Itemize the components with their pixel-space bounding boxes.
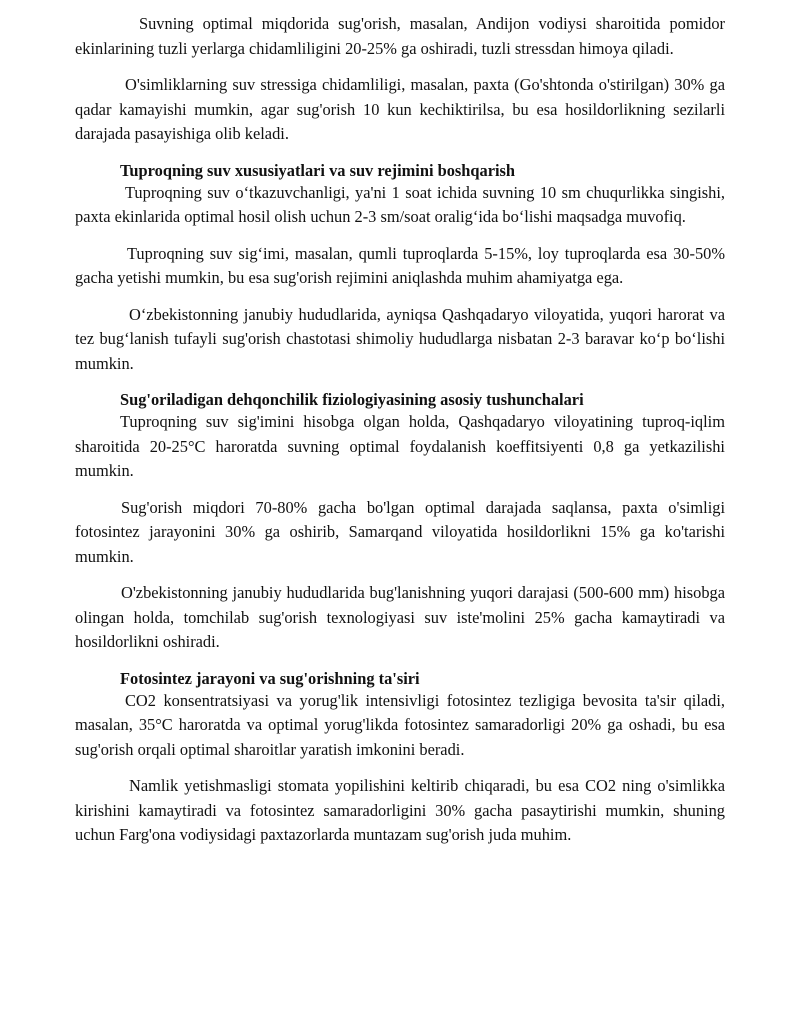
paragraph: O‘zbekistonning janubiy hududlarida, ayniqsa Qashqadaryo viloyatida, yuqori harorat va tez bug‘lanish tufayli sug'orish chastotasi shimoliy hududlarga nisbatan 2-3 baravar ko‘p bo‘lishi mumkin. <box>75 304 725 373</box>
document-page <box>75 12 725 860</box>
paragraph: O'zbekistonning janubiy hududlarida bug'lanishning yuqori darajasi (500-600 mm) hisobga olingan holda, tomchilab sug'orish texnologiyasi suv iste'molini 25% gacha kamaytiradi va hosildorlikni oshiradi. <box>75 583 725 651</box>
paragraph: Tuproqning suv sig'imini hisobga olgan holda, Qashqadaryo viloyatining tuproq-iqlim sharoitida 20-25°C haroratda suvning optimal foydalanish koeffitsiyenti 0,8 ga yetkazilishi mumkin. <box>75 412 725 480</box>
section-heading: Tuproqning suv xususiyatlari va suv rejimini boshqarish <box>120 160 516 180</box>
paragraph: CO2 konsentratsiyasi va yorug'lik intensivligi fotosintez tezligiga bevosita ta'sir qiladi, masalan, 35°C haroratda va optimal yorug'likda fotosintez samaradorligi 20% ga oshadi, bu esa sug'orish orqali optimal sharoitlar yaratish imkonini beradi. <box>75 690 725 759</box>
paragraph: Tuproqning suv sig‘imi, masalan, qumli tuproqlarda 5-15%, loy tuproqlarda esa 30-50% gacha yetishi mumkin, bu esa sug'orish rejimini aniqlashda muhim ahamiyatga ega. <box>75 243 725 287</box>
paragraph: Tuproqning suv o‘tkazuvchanligi, ya'ni 1 soat ichida suvning 10 sm chuqurlikka singishi, paxta ekinlarida optimal hosil olish uchun 2-3 sm/soat oralig‘ida bo‘lishi maqsadga muvofiq. <box>75 182 725 226</box>
paragraph: O'simliklarning suv stressiga chidamliligi, masalan, paxta (Go'shtonda o'stirilgan) 30% ga qadar kamayishi mumkin, agar sug'orish 10 kun kechiktirilsa, bu esa hosildorlikning sezilarli darajada pasayishiga olib keladi. <box>75 75 725 143</box>
paragraph: Sug'orish miqdori 70-80% gacha bo'lgan optimal darajada saqlansa, paxta o'simligi fotosintez jarayonini 30% ga oshirib, Samarqand viloyatida hosildorlikni 15% ga ko'tarishi mumkin. <box>75 497 725 566</box>
section-heading: Sug'oriladigan dehqonchilik fiziologiyasining asosiy tushunchalari <box>120 390 584 409</box>
section-heading: Fotosintez jarayoni va sug'orishning ta'siri <box>120 668 420 688</box>
paragraph: Namlik yetishmasligi stomata yopilishini keltirib chiqaradi, bu esa CO2 ning o'simlikka kirishini kamaytiradi va fotosintez samaradorligini 30% gacha pasaytirishi mumkin, shuning uchun Farg'ona vodiysidagi paxtazorlarda muntazam sug'orish juda muhim. <box>75 776 725 844</box>
paragraph: Suvning optimal miqdorida sug'orish, masalan, Andijon vodiysi sharoitida pomidor ekinlarining tuzli yerlarga chidamliligini 20-25% ga oshiradi, tuzli stressdan himoya qiladi. <box>75 14 725 58</box>
